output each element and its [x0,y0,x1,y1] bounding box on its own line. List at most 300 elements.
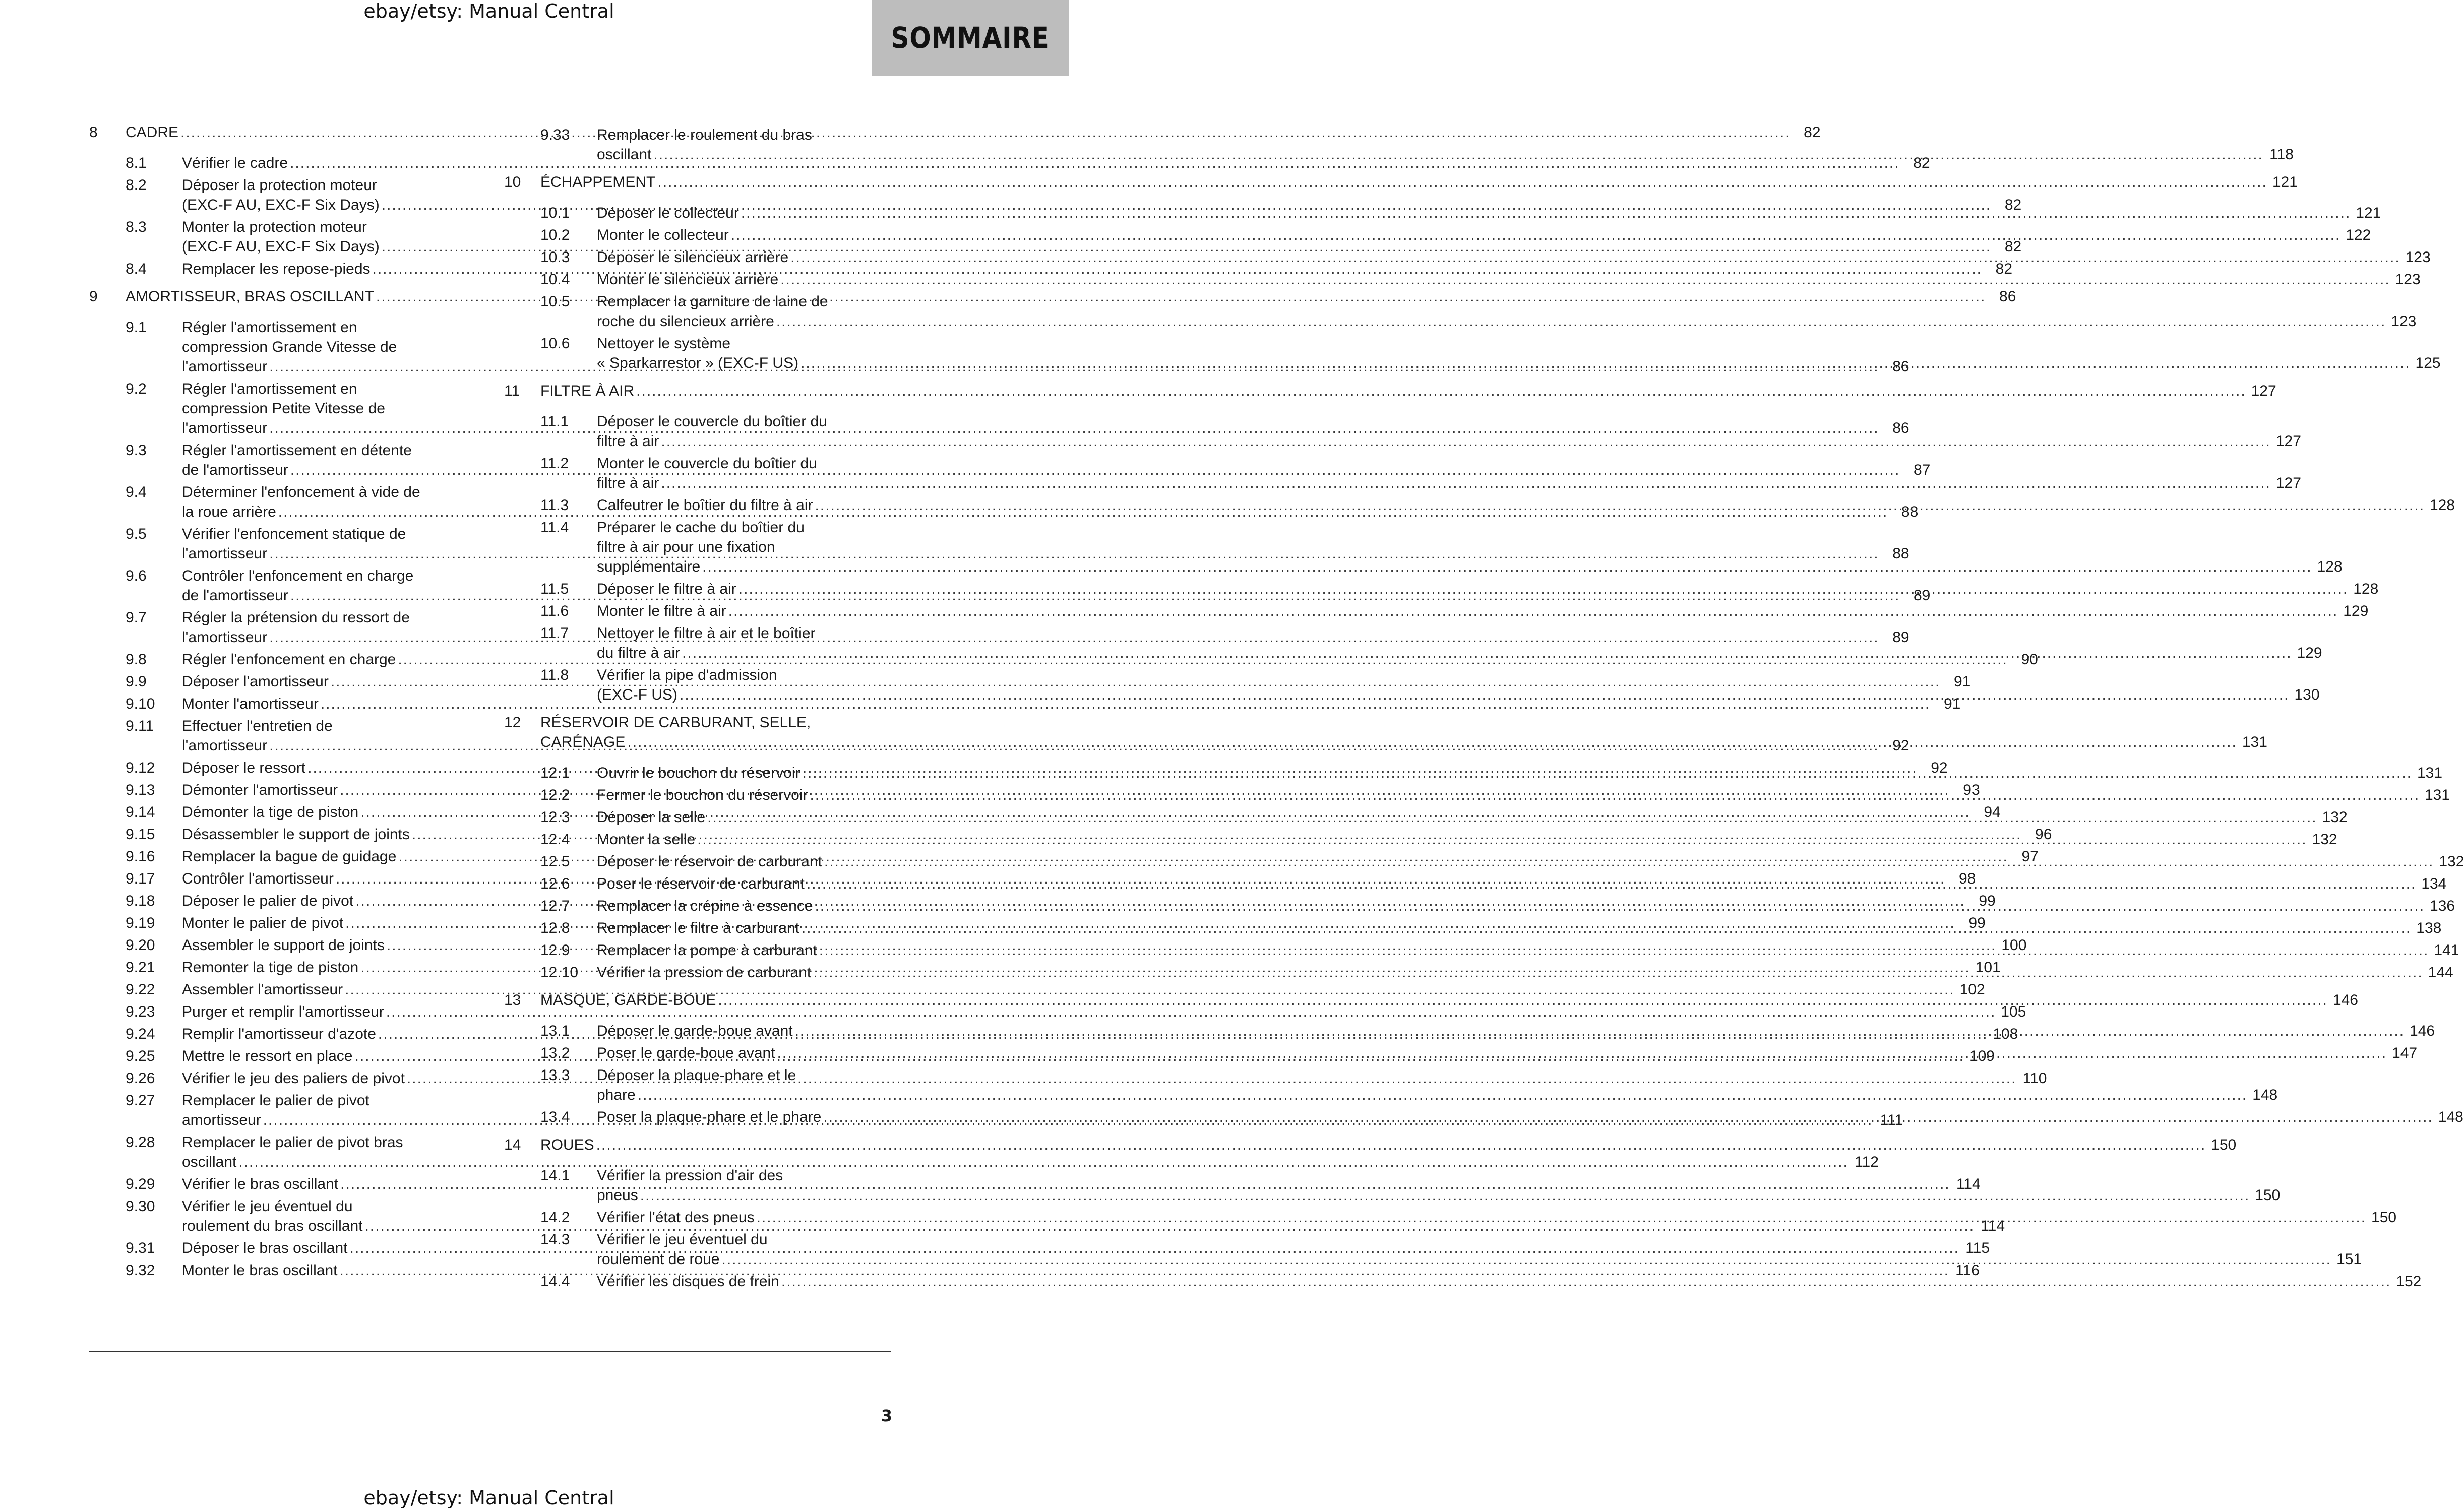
dot-leader [803,763,2413,783]
toc-page-number: 128 [2353,581,2379,597]
toc-title-line: MASQUE, GARDE-BOUE [540,992,716,1009]
toc-title [597,763,2442,783]
toc-page-number: 131 [2417,765,2443,781]
toc-title-line: Déposer le palier de pivot [182,893,354,909]
toc-title-line: (EXC-F AU, EXC-F Six Days) [182,197,380,213]
toc-page-number: 132 [2439,853,2464,870]
dot-leader [815,495,2425,515]
toc-entry[interactable] [504,247,2431,267]
toc-title-line: Monter le silencieux arrière [597,271,779,288]
toc-page-number: 89 [1913,587,1931,604]
toc-page-number: 92 [1931,760,1948,776]
toc-title-line: Remplacer la crépine à essence [597,898,813,914]
toc-title-line: Assembler le support de joints [182,937,385,954]
dot-leader [638,1085,2248,1105]
dot-leader [653,145,2263,164]
section-tab [872,0,1069,76]
toc-page-number: 123 [2395,271,2421,288]
toc-title [597,1230,2362,1269]
toc-title [597,807,2348,827]
toc-number: 9.29 [126,1176,155,1192]
toc-entry[interactable] [504,1272,2422,1291]
toc-title [597,785,2450,805]
toc-page-number: 125 [2415,355,2441,371]
toc-number: 9.31 [126,1240,155,1256]
toc-title-line: Remplacer le palier de pivot bras [182,1134,403,1151]
toc-title [597,1065,2277,1105]
toc-section[interactable] [504,381,2276,401]
dot-leader [776,311,2386,331]
toc-page-number: 94 [1984,804,2001,821]
toc-number: 13 [504,992,521,1009]
dot-leader [657,172,2267,192]
toc-number: 12.4 [540,831,570,848]
toc-page-number: 118 [2269,146,2294,163]
toc-title [597,412,2301,451]
toc-number: 13.1 [540,1023,570,1039]
toc-title-line: Déposer l'amortisseur [182,673,329,690]
toc-page-number: 102 [1959,981,1985,998]
toc-number: 12.3 [540,809,570,826]
toc-title-line: l'amortisseur [182,629,268,646]
toc-number: 11.3 [540,497,569,514]
toc-page-number: 152 [2396,1273,2422,1290]
toc-page-number: 82 [1804,124,1821,141]
toc-page-number: 129 [2343,603,2369,619]
toc-page-number: 96 [2035,826,2052,843]
toc-title-line: filtre à air pour une fixation [597,539,775,555]
toc-number: 9.30 [126,1198,155,1215]
toc-title-line: Déposer le bras oscillant [182,1240,348,1256]
toc-page-number: 132 [2322,809,2348,826]
toc-number: 9.3 [126,442,147,459]
toc-number: 8.3 [126,219,147,235]
toc-page-number: 88 [1892,545,1909,562]
toc-page-number: 148 [2252,1087,2278,1103]
toc-number: 9.11 [126,718,154,734]
toc-number: 9.4 [126,484,147,500]
toc-number: 9.26 [126,1070,155,1087]
toc-title-line: Mettre le ressort en place [182,1048,353,1064]
toc-number: 11.2 [540,455,569,472]
toc-title-line: Désassembler le support de joints [182,826,410,843]
toc-page-number: 86 [1892,420,1909,436]
toc-number: 9.33 [540,127,570,143]
toc-number: 12.8 [540,920,570,936]
toc-page-number: 86 [1999,288,2016,305]
toc-section[interactable] [504,1135,2237,1155]
toc-page-number: 128 [2429,497,2455,514]
toc-title-line: Remonter la tige de piston [182,959,359,976]
toc-page-number: 100 [2001,937,2027,954]
toc-title-line: Déposer le collecteur [597,205,739,221]
dot-leader [680,685,2290,705]
toc-title-line: Assembler l'amortisseur [182,981,343,998]
toc-number: 10.2 [540,227,570,243]
toc-page-number: 151 [2336,1251,2362,1268]
toc-title-line: l'amortisseur [182,737,268,754]
toc-title-line: Ouvrir le bouchon du réservoir [597,765,800,781]
dot-leader [795,1021,2405,1041]
toc-title-line: l'amortisseur [182,358,268,375]
toc-page-number: 138 [2416,920,2442,936]
toc-number: 14.1 [540,1167,570,1184]
dot-leader [741,203,2351,223]
toc-number: 9.27 [126,1092,155,1109]
toc-title-line: ROUES [540,1137,594,1153]
toc-title [597,830,2337,849]
dot-leader [813,963,2423,982]
toc-number: 9.9 [126,673,147,690]
dot-leader [780,270,2390,289]
toc-title [540,990,2358,1010]
toc-page-number: 91 [1953,673,1971,690]
toc-page-number: 130 [2294,686,2320,703]
dot-leader [810,785,2420,805]
toc-number: 9.15 [126,826,155,843]
toc-number: 9 [89,288,98,305]
toc-number: 11.6 [540,603,569,619]
toc-number: 14 [504,1137,521,1153]
toc-page-number: 122 [2346,227,2371,243]
toc-title-line: « Sparkarrestor » (EXC-F US) [597,355,799,371]
toc-page-number: 127 [2275,433,2301,450]
dot-leader [640,1185,2250,1205]
toc-page-number: 114 [1981,1218,2005,1234]
dot-leader [697,830,2307,849]
toc-page-number: 150 [2211,1137,2237,1153]
toc-title-line: Démonter l'amortisseur [182,782,338,798]
toc-number: 9.7 [126,609,147,626]
toc-title-line: Poser le garde-boue avant [597,1045,775,1061]
toc-title-line: pneus [597,1187,638,1204]
toc-title [597,247,2431,267]
toc-number: 9.16 [126,848,155,865]
toc-title-line: Calfeutrer le boîtier du filtre à air [597,497,813,514]
toc-number: 9.12 [126,760,155,776]
toc-title-line: Remplacer le roulement du bras [597,127,812,143]
toc-section[interactable] [504,990,2358,1010]
dot-leader [596,1135,2206,1155]
toc-title-line: Déposer le couvercle du boîtier du [597,413,827,430]
dot-leader [661,431,2271,451]
toc-title-line: Nettoyer le filtre à air et le boîtier [597,625,816,642]
toc-title [597,1166,2280,1205]
toc-title-line: de l'amortisseur [182,462,288,478]
toc-entry[interactable] [89,980,1985,999]
toc-page-number: 150 [2255,1187,2281,1204]
toc-title-line: Vérifier l'état des pneus [597,1209,755,1226]
toc-title-line: Régler l'enfoncement en charge [182,651,396,668]
toc-title-line: Vérifier la pipe d'admission [597,667,777,683]
toc-title-line: Poser le réservoir de carburant [597,875,805,892]
toc-page-number: 127 [2275,475,2301,491]
toc-page-number: 131 [2424,787,2450,803]
toc-title-line: Régler l'amortissement en [182,381,357,397]
toc-title-line: FILTRE À AIR [540,383,635,399]
toc-number: 10.3 [540,249,570,266]
toc-page-number: 110 [2022,1070,2047,1087]
toc-section[interactable] [504,172,2298,192]
toc-title-line: Déposer le filtre à air [597,581,736,597]
toc-page-number: 82 [1995,261,2013,277]
dot-leader [722,1249,2332,1269]
toc-title-line: Déposer le ressort [182,760,306,776]
toc-page-number: 88 [1901,503,1919,520]
toc-number: 11.7 [540,625,569,642]
toc-page-number: 123 [2391,313,2417,330]
dot-leader [738,579,2349,599]
toc-number: 12.10 [540,964,579,981]
toc-title-line: Nettoyer le système [597,335,731,352]
watermark-top: ebay/etsy: Manual Central [363,0,614,22]
toc-title-line: Vérifier la pression d'air des [597,1167,783,1184]
toc-title-line: phare [597,1087,636,1103]
toc-title [540,1135,2236,1155]
toc-title-line: Remplacer la pompe à carburant [597,942,817,959]
toc-number: 9.8 [126,651,147,668]
toc-page-number: 148 [2438,1109,2463,1125]
toc-title [597,1272,2421,1291]
toc-title-line: Monter le filtre à air [597,603,726,619]
toc-title-line: Régler l'amortissement en [182,319,357,336]
toc-number: 13.3 [540,1067,570,1084]
toc-title-line: compression Petite Vitesse de [182,400,385,417]
toc-page-number: 82 [1913,155,1930,171]
toc-title [540,381,2276,401]
toc-number: 14.2 [540,1209,570,1226]
toc-title [597,454,2301,493]
toc-title [597,852,2464,871]
toc-title-line: Poser la plaque-phare et le phare [597,1109,822,1125]
toc-title [597,203,2381,223]
toc-title-line: Déterminer l'enfoncement à vide de [182,484,420,500]
toc-title [597,1107,2463,1127]
toc-number: 9.13 [126,782,155,798]
toc-entry[interactable] [89,259,2013,279]
toc-title-line: Monter le couvercle du boîtier du [597,455,817,472]
dot-leader [757,1208,2367,1227]
toc-number: 10.4 [540,271,570,288]
toc-number: 12.1 [540,765,570,781]
toc-number: 9.2 [126,381,147,397]
toc-page-number: 131 [2242,734,2267,750]
dot-leader [636,381,2246,401]
toc-number: 9.32 [126,1262,155,1279]
toc-number: 9.28 [126,1134,155,1151]
toc-title-line: Vérifier les disques de frein [597,1273,779,1290]
toc-title-line: Monter la selle [597,831,696,848]
toc-title-line: Effectuer l'entretien de [182,718,333,734]
toc-number: 9.1 [126,319,147,336]
toc-page-number: 136 [2430,898,2455,914]
toc-title-line: Monter le palier de pivot [182,915,344,931]
toc-page-number: 109 [1969,1048,1995,1064]
toc-title [597,579,2378,599]
toc-entry[interactable] [504,270,2421,289]
toc-title-line: Déposer le garde-boue avant [597,1023,793,1039]
toc-page-number: 99 [1979,893,1996,909]
toc-title-line: Régler la prétension du ressort de [182,609,410,626]
toc-title [597,918,2441,938]
toc-title-line: Remplacer le filtre à carburant [597,920,799,936]
toc-entry[interactable] [89,1261,1980,1280]
toc-number: 9.10 [126,696,155,712]
toc-title [597,896,2455,916]
toc-number: 12 [504,714,521,731]
toc-number: 9.22 [126,981,155,998]
toc-number: 8.1 [126,155,147,171]
toc-number: 10.5 [540,293,570,310]
toc-title [597,292,2416,331]
dot-leader [815,896,2425,916]
toc-title-line: Fermer le bouchon du réservoir [597,787,808,803]
toc-page-number: 144 [2428,964,2453,981]
toc-number: 11.8 [540,667,569,683]
toc-title-line: Déposer la plaque-phare et le [597,1067,796,1084]
dot-leader [627,732,2237,752]
dot-leader [718,990,2328,1010]
toc-entry[interactable] [504,601,2369,621]
toc-title-line: roulement de roue [597,1251,720,1268]
toc-page-number: 87 [1913,462,1931,478]
toc-title-line: roche du silencieux arrière [597,313,774,330]
toc-number: 8.4 [126,261,147,277]
toc-page-number: 141 [2434,942,2459,959]
toc-title-line: Vérifier le cadre [182,155,288,171]
toc-title-line: CARÉNAGE [540,734,626,750]
toc-page-number: 99 [1968,915,1986,931]
toc-title-line: oscillant [597,146,652,163]
toc-number: 9.24 [126,1026,155,1042]
toc-number: 9.25 [126,1048,155,1064]
toc-title [540,713,2267,752]
toc-number: 12.5 [540,853,570,870]
dot-leader [777,1043,2387,1063]
toc-title-line: Déposer la selle [597,809,706,826]
toc-title-line: Monter l'amortisseur [182,696,319,712]
toc-entry[interactable] [89,1002,2026,1022]
toc-title-line: (EXC-F US) [597,686,677,703]
toc-page-number: 90 [2021,651,2038,668]
toc-title-line: Remplacer la bague de guidage [182,848,397,865]
section-tab-label: SOMMAIRE [891,21,1050,55]
toc-page-number: 132 [2312,831,2337,848]
toc-number: 10.1 [540,205,570,221]
toc-number: 9.19 [126,915,155,931]
toc-number: 9.20 [126,937,155,954]
footer-rule [89,1351,891,1352]
toc-title [597,225,2371,245]
toc-number: 8 [89,124,98,141]
toc-page-number: 114 [1956,1176,1981,1192]
toc-page-number: 147 [2392,1045,2418,1061]
toc-number: 11.4 [540,519,569,536]
toc-number: 11.1 [540,413,569,430]
toc-title [597,495,2455,515]
dot-leader [781,1272,2391,1291]
toc-title [597,874,2446,894]
toc-title-line: Remplacer les repose-pieds [182,261,371,277]
toc-title-line: Déposer la protection moteur [182,177,377,194]
toc-title-line: Monter la protection moteur [182,219,367,235]
dot-leader [800,353,2411,373]
toc-title-line: amortisseur [182,1112,261,1128]
dot-leader [702,557,2312,577]
toc-page-number: 92 [1892,737,1909,754]
toc-page-number: 93 [1963,782,1980,798]
toc-title [597,1021,2435,1041]
toc-title-line: l'amortisseur [182,545,268,562]
toc-title-line: Contrôler l'enfoncement en charge [182,568,414,584]
toc-title-line: Vérifier le bras oscillant [182,1176,339,1192]
toc-number: 9.23 [126,1003,155,1020]
dot-leader [682,643,2292,663]
toc-page-number: 146 [2332,992,2358,1009]
dot-leader [802,918,2412,938]
toc-title [597,125,2294,164]
toc-number: 11.5 [540,581,569,597]
toc-title-line: Remplir l'amortisseur d'azote [182,1026,376,1042]
toc-number: 9.6 [126,568,147,584]
toc-page-number: 97 [2021,848,2039,865]
toc-entry[interactable] [504,225,2371,245]
toc-title-line: CADRE [126,124,179,141]
toc-page-number: 101 [1975,959,2001,976]
toc-title [597,1208,2396,1227]
toc-title [597,623,2322,663]
toc-title-line: Préparer le cache du boîtier du [597,519,805,536]
toc-page-number: 146 [2410,1023,2435,1039]
toc-title [597,518,2343,577]
toc-page-number: 82 [2004,197,2022,213]
toc-page-number: 129 [2297,645,2322,661]
toc-title [597,1043,2417,1063]
toc-title-line: oscillant [182,1154,237,1170]
toc-page-number: 86 [1892,358,1909,375]
toc-title-line: Remplacer le palier de pivot [182,1092,369,1109]
toc-page-number: 91 [1943,696,1961,712]
toc-page-number: 112 [1855,1154,1879,1170]
toc-title-line: Déposer le réservoir de carburant [597,853,822,870]
toc-title-line: Régler l'amortissement en détente [182,442,412,459]
toc-page-number: 115 [1965,1240,1990,1256]
toc-title-line: RÉSERVOIR DE CARBURANT, SELLE, [540,714,811,731]
toc-page-number: 116 [1955,1262,1980,1279]
toc-title-line: supplémentaire [597,558,701,575]
toc-title [597,601,2368,621]
toc-page-number: 98 [1958,870,1976,887]
toc-title-line: ÉCHAPPEMENT [540,174,656,191]
page-number: 3 [881,1406,892,1425]
toc-title-line: Vérifier la pression de carburant [597,964,812,981]
toc-number: 12.7 [540,898,570,914]
toc-title-line: Vérifier le jeu des paliers de pivot [182,1070,405,1087]
toc-number: 12.2 [540,787,570,803]
toc-title-line: Vérifier le jeu éventuel du [597,1231,768,1248]
toc-page-number: 111 [1880,1112,1903,1128]
dot-leader [728,601,2338,621]
toc-number: 9.18 [126,893,155,909]
toc-title-line: Vérifier le jeu éventuel du [182,1198,353,1215]
toc-number: 14.4 [540,1273,570,1290]
toc-title-line: compression Grande Vitesse de [182,339,397,355]
toc-title-line: Monter le collecteur [597,227,729,243]
toc-title-line: Démonter la tige de piston [182,804,359,821]
toc-title-line: roulement du bras oscillant [182,1218,363,1234]
toc-number: 10 [504,174,521,191]
dot-leader [819,940,2429,960]
